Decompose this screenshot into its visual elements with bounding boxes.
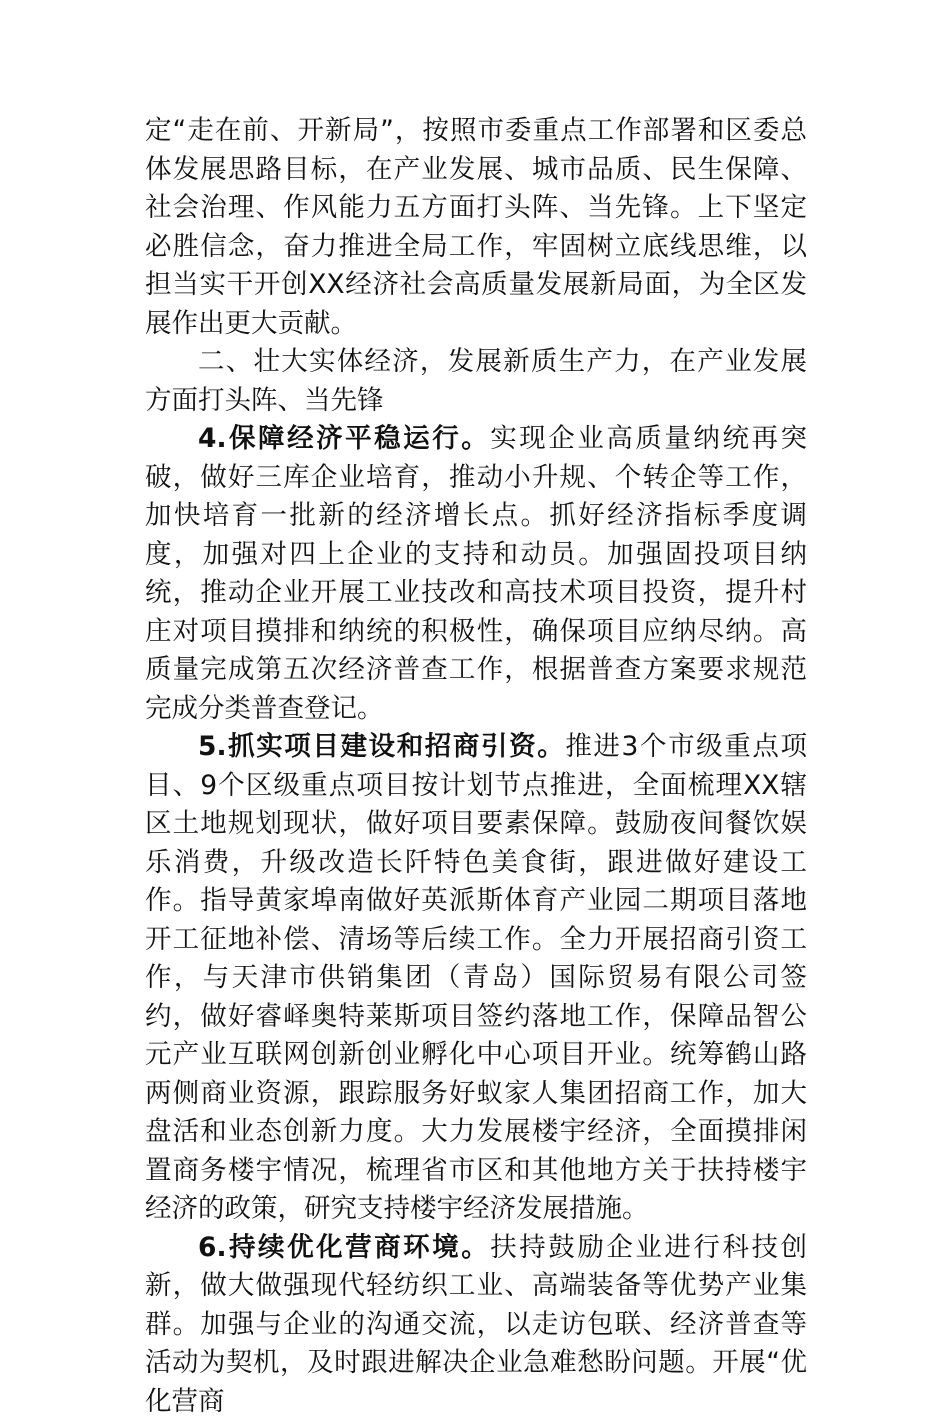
paragraph-item-6 (145, 1229, 807, 1421)
item-6-heading: 6.持续优化营商环境。 (198, 1232, 490, 1263)
document-body (145, 112, 807, 1421)
paragraph-item-4 (145, 420, 807, 728)
item-6-body: 扶持鼓励企业进行科技创新，做大做强现代轻纺织工业、高端装备等优势产业集群。加强与企业的沟通交流，以走访包联、经济普查等活动为契机，及时跟进解决企业急难愁盼问题。开展“优化营商 (145, 1232, 807, 1417)
section-heading-two: 二、壮大实体经济，发展新质生产力，在产业发展方面打头阵、当先锋 (145, 343, 807, 420)
item-4-heading: 4.保障经济平稳运行。 (198, 423, 490, 454)
item-5-heading: 5.抓实项目建设和招商引资。 (198, 731, 565, 762)
paragraph-continuation: 定“走在前、开新局”，按照市委重点工作部署和区委总体发展思路目标，在产业发展、城市品质、民生保障、社会治理、作风能力五方面打头阵、当先锋。上下坚定必胜信念，奋力推进全局工作，牢固树立底线思维，以担当实干开创XX经济社会高质量发展新局面，为全区发展作出更大贡献。 (145, 112, 807, 343)
paragraph-item-5 (145, 728, 807, 1229)
item-5-body: 推进3个市级重点项目、9个区级重点项目按计划节点推进，全面梳理XX辖区土地规划现状，做好项目要素保障。鼓励夜间餐饮娱乐消费，升级改造长阡特色美食街，跟进做好建设工作。指导黄家埠南做好英派斯体育产业园二期项目落地开工征地补偿、清场等后续工作。全力开展招商引资工作，与天津市供销集团（青岛）国际贸易有限公司签约，做好睿峄奥特莱斯项目签约落地工作，保障品智公元产业互联网创新创业孵化中心项目开业。统筹鹤山路两侧商业资源，跟踪服务好蚁家人集团招商工作，加大盘活和业态创新力度。大力发展楼宇经济，全面摸排闲置商务楼宇情况，梳理省市区和其他地方关于扶持楼宇经济的政策，研究支持楼宇经济发展措施。 (145, 731, 807, 1224)
item-4-body: 实现企业高质量纳统再突破，做好三库企业培育，推动小升规、个转企等工作，加快培育一批新的经济增长点。抓好经济指标季度调度，加强对四上企业的支持和动员。加强固投项目纳统，推动企业开展工业技改和高技术项目投资，提升村庄对项目摸排和纳统的积极性，确保项目应纳尽纳。高质量完成第五次经济普查工作，根据普查方案要求规范完成分类普查登记。 (145, 423, 807, 724)
